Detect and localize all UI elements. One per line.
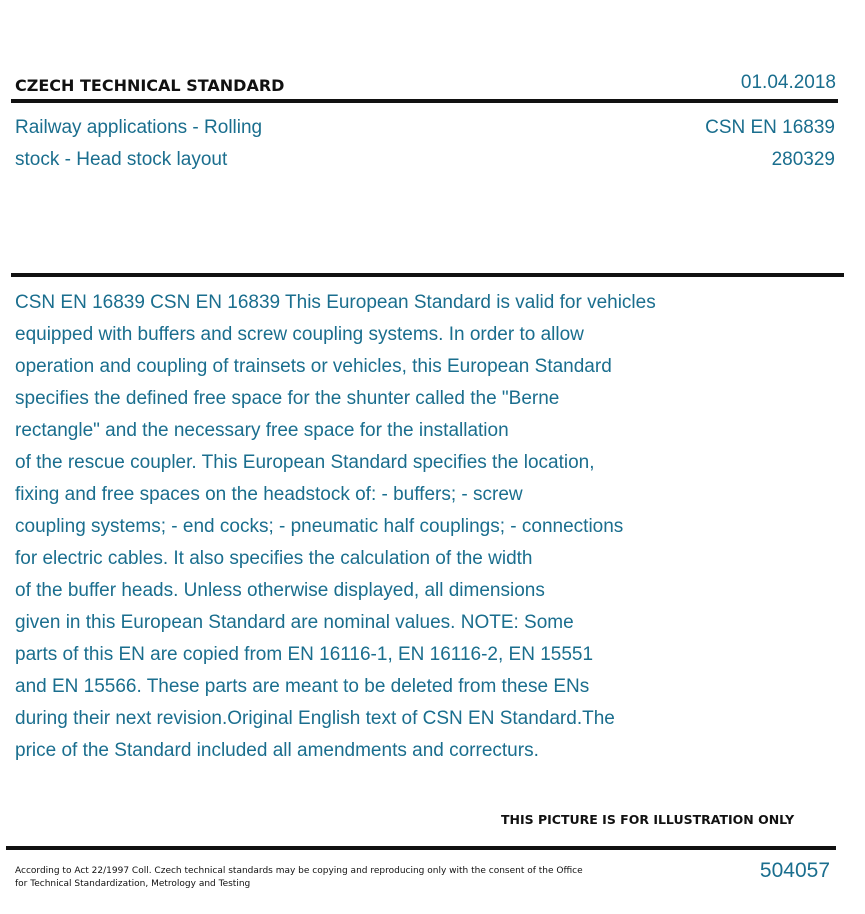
abstract-line: coupling systems; - end cocks; - pneumatic half couplings; - connections <box>15 516 624 537</box>
abstract-line: operation and coupling of trainsets or vehicles, this European Standard <box>15 356 612 377</box>
abstract-line: during their next revision.Original English text of CSN EN Standard.The <box>15 708 615 729</box>
document-id: 504057 <box>759 859 830 882</box>
abstract-line: fixing and free spaces on the headstock of: - buffers; - screw <box>15 484 523 505</box>
abstract-line: of the rescue coupler. This European Standard specifies the location, <box>15 452 595 473</box>
abstract-line: given in this European Standard are nominal values. NOTE: Some <box>15 612 574 633</box>
content-divider <box>11 273 844 277</box>
illustration-disclaimer: THIS PICTURE IS FOR ILLUSTRATION ONLY <box>501 812 795 827</box>
legal-notice-line: According to Act 22/1997 Coll. Czech technical standards may be copying and reproducing only with the consent of the Office <box>15 866 583 876</box>
footer-divider <box>6 846 836 850</box>
abstract-line: of the buffer heads. Unless otherwise displayed, all dimensions <box>15 580 545 601</box>
abstract-line: price of the Standard included all amendments and correcturs. <box>15 740 539 761</box>
standard-abstract <box>15 287 805 767</box>
abstract-line: equipped with buffers and screw coupling systems. In order to allow <box>15 324 584 345</box>
legal-notice <box>15 865 615 891</box>
document-type-title: CZECH TECHNICAL STANDARD <box>15 76 285 95</box>
header-divider <box>11 99 838 103</box>
abstract-line: and EN 15566. These parts are meant to be deleted from these ENs <box>15 676 590 697</box>
abstract-line: parts of this EN are copied from EN 16116-1, EN 16116-2, EN 15551 <box>15 644 594 665</box>
abstract-line: specifies the defined free space for the shunter called the "Berne <box>15 388 560 409</box>
standard-identifiers <box>705 112 835 176</box>
abstract-line: for electric cables. It also specifies the calculation of the width <box>15 548 533 569</box>
standard-title <box>15 112 435 176</box>
standard-title-line: Railway applications - Rolling <box>15 117 263 138</box>
publication-date: 01.04.2018 <box>740 72 836 93</box>
abstract-line: CSN EN 16839 CSN EN 16839 This European Standard is valid for vehicles <box>15 292 656 313</box>
standard-code: CSN EN 16839 <box>705 117 835 138</box>
catalog-number: 280329 <box>771 149 835 170</box>
abstract-line: rectangle" and the necessary free space for the installation <box>15 420 509 441</box>
legal-notice-line: for Technical Standardization, Metrology and Testing <box>15 879 251 889</box>
standard-title-line: stock - Head stock layout <box>15 149 228 170</box>
